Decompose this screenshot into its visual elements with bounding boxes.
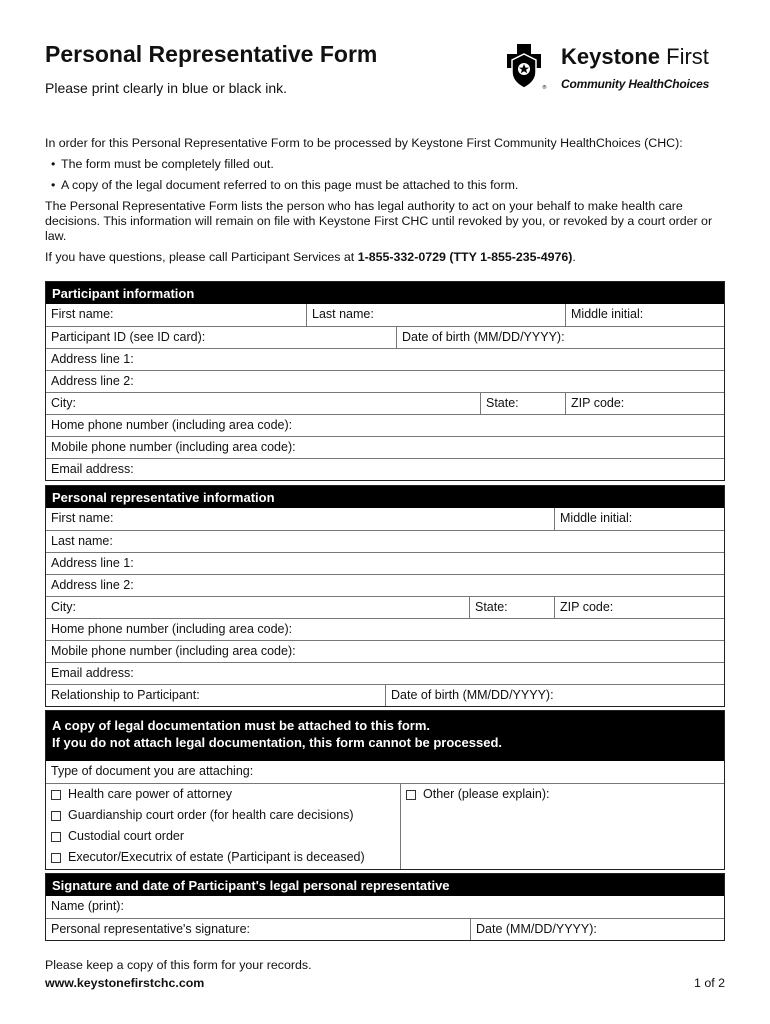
option-label: Health care power of attorney: [68, 787, 232, 801]
logo-tagline: Community HealthChoices: [561, 77, 710, 91]
representative-address2-field[interactable]: Address line 2:: [51, 578, 134, 592]
representative-home-phone-field[interactable]: Home phone number (including area code):: [51, 622, 293, 636]
participant-home-phone-field[interactable]: Home phone number (including area code):: [51, 418, 293, 432]
option-custodial-order[interactable]: [51, 826, 400, 847]
form-header: [45, 38, 725, 108]
checkbox[interactable]: [51, 832, 61, 842]
representative-city-field[interactable]: City:: [51, 600, 76, 614]
participant-heading: Participant information: [46, 282, 724, 304]
participant-address2-field[interactable]: Address line 2:: [51, 374, 134, 388]
footer-note: Please keep a copy of this form for your records.: [45, 958, 312, 972]
representative-zip-field[interactable]: ZIP code:: [554, 597, 724, 618]
questions-line: If you have questions, please call Participant Services at 1-855-332-0729 (TTY 1-855-235-4976).: [45, 250, 576, 264]
form-page: [45, 0, 725, 1024]
option-other[interactable]: [406, 784, 724, 805]
representative-city-row: [46, 596, 724, 618]
option-label: Other (please explain):: [423, 787, 550, 801]
checkbox[interactable]: [51, 790, 61, 800]
representative-relationship-field[interactable]: Relationship to Participant:: [51, 688, 200, 702]
checkbox[interactable]: [51, 853, 61, 863]
page-subtitle: Please print clearly in blue or black ink.: [45, 80, 288, 96]
representative-heading: Personal representative information: [46, 486, 724, 508]
document-options-left: [46, 784, 401, 869]
representative-first-name-field[interactable]: First name:: [51, 511, 114, 525]
name-print-row: [46, 896, 724, 918]
representative-state-field[interactable]: State:: [469, 597, 554, 618]
participant-id-field[interactable]: Participant ID (see ID card):: [51, 330, 206, 344]
keystone-first-logo: [503, 42, 725, 94]
checkbox[interactable]: [51, 811, 61, 821]
representative-home-phone-row: [46, 618, 724, 640]
instructions-paragraph: The Personal Representative Form lists the person who has legal authority to act on your behalf to make health care decisions. This information will remain on file with Keystone First CHC until revoked by you, or revoked by a court order or law.: [45, 199, 713, 243]
participant-city-field[interactable]: City:: [51, 396, 76, 410]
instructions: [45, 136, 727, 271]
participant-mobile-phone-field[interactable]: Mobile phone number (including area code):: [51, 440, 296, 454]
participant-section: [45, 281, 725, 481]
participant-address1-field[interactable]: Address line 1:: [51, 352, 134, 366]
document-options-right: [401, 784, 724, 869]
participant-name-row: [46, 304, 724, 326]
representative-last-name-field[interactable]: Last name:: [51, 534, 113, 548]
participant-address2-row: [46, 370, 724, 392]
participant-id-row: [46, 326, 724, 348]
instructions-list: [45, 157, 727, 193]
option-health-care-poa[interactable]: [51, 784, 400, 805]
representative-dob-field[interactable]: Date of birth (MM/DD/YYYY):: [385, 685, 724, 706]
option-executor-estate[interactable]: [51, 847, 400, 868]
participant-last-name-field[interactable]: Last name:: [306, 304, 565, 326]
participant-zip-field[interactable]: ZIP code:: [565, 393, 724, 414]
participant-email-field[interactable]: Email address:: [51, 462, 134, 476]
document-type-options: [46, 783, 724, 869]
option-label: Guardianship court order (for health care decisions): [68, 808, 354, 822]
signature-field[interactable]: Personal representative's signature:: [51, 922, 251, 936]
blue-cross-icon: [503, 42, 545, 90]
participant-middle-initial-field[interactable]: Middle initial:: [565, 304, 724, 326]
participant-city-row: [46, 392, 724, 414]
representative-email-field[interactable]: Email address:: [51, 666, 134, 680]
name-print-field[interactable]: Name (print):: [51, 899, 124, 913]
legal-heading-line-2: If you do not attach legal documentation, this form cannot be processed.: [52, 735, 502, 750]
representative-address1-row: [46, 552, 724, 574]
logo-wordmark: Keystone First: [561, 44, 709, 69]
participant-dob-field[interactable]: Date of birth (MM/DD/YYYY):: [396, 327, 724, 348]
signature-row: [46, 918, 724, 940]
representative-middle-initial-field[interactable]: Middle initial:: [554, 508, 724, 530]
participant-state-field[interactable]: State:: [480, 393, 565, 414]
representative-mobile-phone-row: [46, 640, 724, 662]
legal-documentation-heading: [46, 711, 724, 761]
representative-address2-row: [46, 574, 724, 596]
footer-website-link[interactable]: www.keystonefirstchc.com: [45, 976, 205, 990]
checkbox[interactable]: [406, 790, 416, 800]
representative-section: [45, 485, 725, 707]
legal-documentation-section: [45, 710, 725, 870]
participant-home-phone-row: [46, 414, 724, 436]
option-label: Executor/Executrix of estate (Participant is deceased): [68, 850, 365, 864]
instruction-bullet: • A copy of the legal document referred to on this page must be attached to this form.: [45, 178, 727, 193]
representative-relationship-row: [46, 684, 724, 706]
page-number: 1 of 2: [693, 976, 725, 990]
page-title: Personal Representative Form: [45, 41, 378, 67]
signature-date-field[interactable]: Date (MM/DD/YYYY):: [470, 919, 724, 940]
participant-address1-row: [46, 348, 724, 370]
svg-text:®: ®: [542, 85, 547, 91]
representative-mobile-phone-field[interactable]: Mobile phone number (including area code):: [51, 644, 296, 658]
document-type-row: [46, 761, 724, 783]
option-label: Custodial court order: [68, 829, 185, 843]
representative-email-row: [46, 662, 724, 684]
representative-first-name-row: [46, 508, 724, 530]
instructions-lead: In order for this Personal Representative Form to be processed by Keystone First Community HealthChoices (CHC):: [45, 136, 683, 150]
representative-address1-field[interactable]: Address line 1:: [51, 556, 134, 570]
instruction-bullet: • The form must be completely filled out.: [45, 157, 727, 172]
participant-email-row: [46, 458, 724, 480]
document-type-label: Type of document you are attaching:: [51, 764, 254, 778]
legal-heading-line-1: A copy of legal documentation must be attached to this form.: [52, 718, 430, 733]
representative-last-name-row: [46, 530, 724, 552]
signature-heading: Signature and date of Participant's legal personal representative: [46, 874, 724, 896]
signature-section: [45, 873, 725, 941]
option-guardianship-order[interactable]: [51, 805, 400, 826]
phone-number: 1-855-332-0729 (TTY 1-855-235-4976): [357, 250, 573, 264]
participant-first-name-field[interactable]: First name:: [51, 307, 114, 321]
participant-mobile-phone-row: [46, 436, 724, 458]
